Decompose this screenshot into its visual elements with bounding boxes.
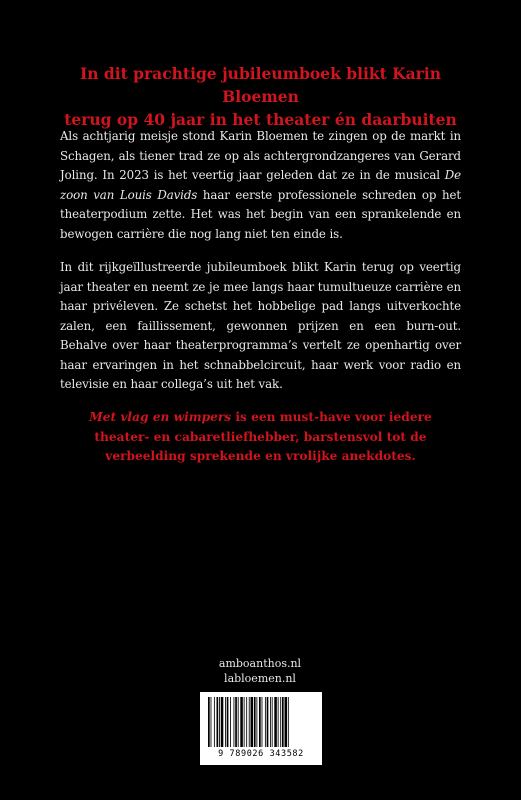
publisher-website: amboanthos.nl <box>218 657 302 670</box>
barcode-bar <box>288 697 289 747</box>
barcode-bar <box>214 697 215 747</box>
blurb-paragraph-2: In dit rijkgeïllustreerde jubileumboek blikt Karin terug op veertig jaar theater en neemt ze je mee langs haar tumultueuze carrière en haar privéleven. Ze schetst het hobbelige pad langs uitverkochte zalen, een faillissement, gewonnen prijzen en een burn-out. Behalve over haar theaterprogramma’s vertelt ze openhartig over haar ervaringen in het schnabbelcircuit, haar werk voor radio en televisie en haar collega’s uit het vak. <box>60 260 461 391</box>
headline-line-1: In dit prachtige jubileumboek blikt Karin Bloemen <box>79 64 442 106</box>
barcode-bar <box>282 697 284 747</box>
barcode-bar <box>274 697 277 747</box>
barcode-bar <box>230 697 231 747</box>
book-title: Met vlag en wimpers <box>89 410 232 424</box>
barcode-bar <box>238 697 239 747</box>
barcode-bar <box>235 697 237 747</box>
barcode-bar <box>285 697 288 747</box>
isbn-number: 9 789026 343582 <box>218 749 304 759</box>
barcode-bar <box>208 697 210 747</box>
barcode-bar <box>217 697 219 747</box>
closing-statement <box>60 408 461 467</box>
barcode-bar <box>251 697 254 747</box>
barcode-bar <box>225 697 226 747</box>
barcode-bar <box>280 697 281 747</box>
publisher-websites <box>160 656 360 686</box>
barcode-bar <box>221 697 224 747</box>
barcode-bar <box>265 697 266 747</box>
barcode-bar <box>259 697 261 747</box>
barcode-bar <box>244 697 245 747</box>
barcode-bar <box>278 697 279 747</box>
barcode-bar <box>267 697 269 747</box>
barcode-bar <box>240 697 243 747</box>
back-cover-headline <box>40 62 481 131</box>
barcode-bar <box>256 697 257 747</box>
barcode-bar <box>234 697 235 747</box>
blurb-paragraph-1-text-start: Als achtjarig meisje stond Karin Bloemen te zingen op de markt in Schagen, als tiener trad ze op als achtergrondzangeres van Gerard Joling. In 2023 is het veertig jaar geleden dat ze in de musical <box>60 129 461 182</box>
barcode-bar <box>227 697 229 747</box>
author-website: labloemen.nl <box>224 672 296 685</box>
barcode-bar <box>270 697 271 747</box>
barcode-bar <box>219 697 220 747</box>
closing-statement-text: is een must-have voor iedere theater- en cabaretliefhebber, barstensvol tot de verbeelding sprekende en vrolijke anekdotes. <box>94 410 432 463</box>
blurb-paragraph-1-text-end: haar eerste professionele schreden op het theaterpodium zette. Het was het begin van een sprankelende en bewogen carrière die nog lang niet ten einde is. <box>60 187 461 241</box>
barcode-bar <box>211 697 212 747</box>
musical-title: De zoon van Louis Davids <box>60 168 461 202</box>
barcode-bar <box>249 697 250 747</box>
blurb-paragraph-1 <box>60 127 461 244</box>
barcode-bar <box>246 697 247 747</box>
barcode-bar <box>254 697 256 747</box>
barcode-bar <box>272 697 273 747</box>
barcode <box>200 692 322 765</box>
barcode-bar <box>262 697 263 747</box>
headline-line-2: terug op 40 jaar in het theater én daarbuiten <box>64 110 457 129</box>
